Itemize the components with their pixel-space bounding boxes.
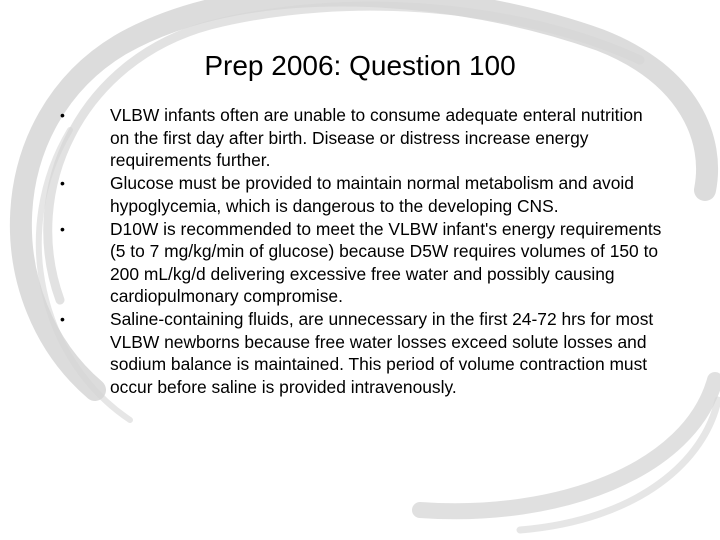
bullet-text: VLBW infants often are unable to consume adequate enteral nutrition on the first day after birth. Disease or distress increase energy requirements further. — [110, 105, 643, 170]
bullet-item — [56, 104, 666, 172]
bullet-item — [56, 308, 666, 398]
slide-title: Prep 2006: Question 100 — [204, 50, 516, 81]
bullet-text: D10W is recommended to meet the VLBW infant's energy requirements (5 to 7 mg/kg/min of glucose) because D5W requires volumes of 150 to 200 mL/kg/d delivering excessive free water and possibly causing cardiopulmonary compromise. — [110, 218, 662, 307]
bullet-item — [56, 218, 666, 308]
bullet-marker: • — [60, 175, 65, 192]
bullet-text: Saline-containing fluids, are unnecessary in the first 24-72 hrs for most VLBW newborns because free water losses exceed solute losses and sodium balance is maintained. This period of volume contraction must occur before saline is provided intravenously. — [110, 309, 654, 397]
bullet-text: Glucose must be provided to maintain normal metabolism and avoid hypoglycemia, which is dangerous to the developing CNS. — [110, 173, 634, 216]
bullet-item — [56, 172, 666, 217]
bullet-list — [56, 104, 666, 399]
bullet-marker: • — [60, 220, 65, 237]
bullet-marker: • — [60, 311, 65, 328]
bullet-marker: • — [60, 107, 65, 123]
